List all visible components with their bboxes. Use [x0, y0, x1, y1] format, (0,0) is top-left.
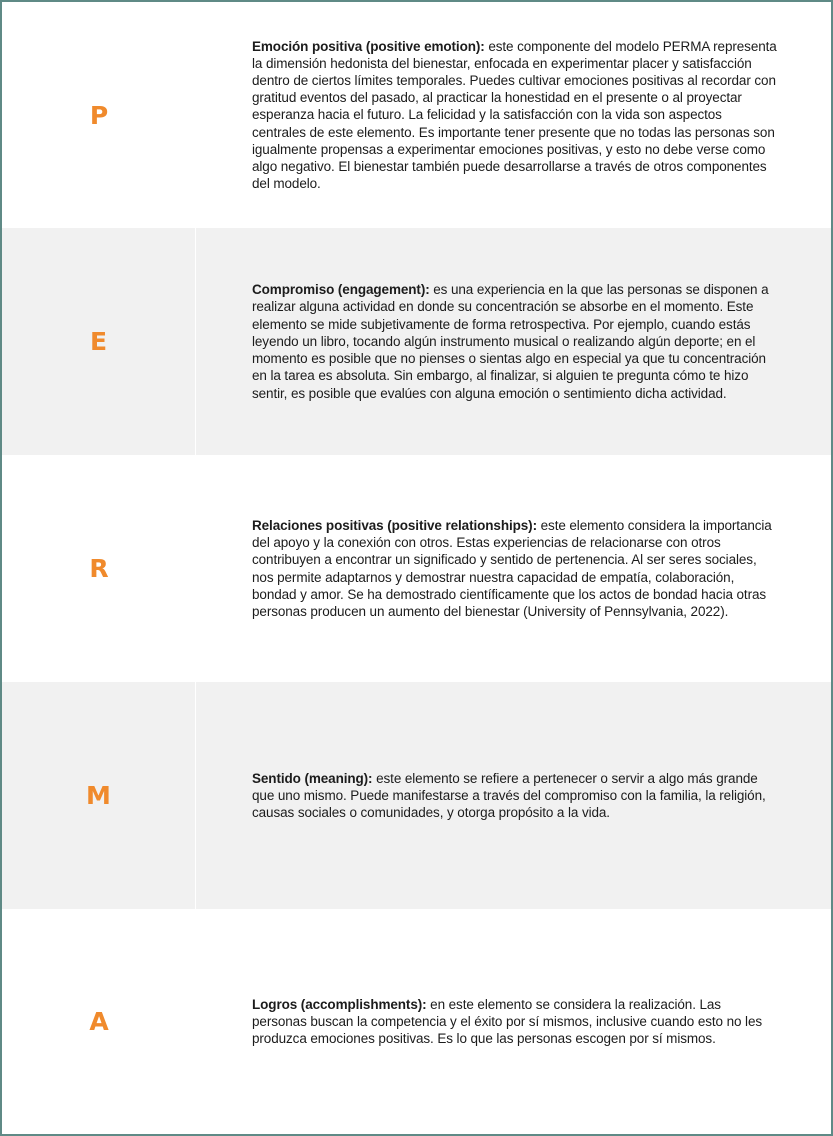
- perma-row-r: [2, 455, 831, 682]
- letter-cell: [2, 909, 196, 1134]
- perma-text: en este elemento se considera la realización. Las personas buscan la competencia y el éxito por sí mismos, inclusive cuando esto no les produzca emociones positivas. Es lo que las personas escogen por sí mismos.: [252, 996, 763, 1047]
- perma-text: este componente del modelo PERMA representa la dimensión hedonista del bienestar, enfocada en experimentar placer y satisfacción dentro de ciertos límites temporales. Puedes cultivar emociones positivas al recordar con gratitud eventos del pasado, al practicar la honestidad en el presente o al proyectar esperanza hacia el futuro. La felicidad y la satisfacción con la vida son aspectos centrales de este elemento. Es importante tener presente que no todas las personas son igualmente propensas a experimentar emociones positivas, y esto no debe verse como algo negativo. El bienestar también puede desarrollarse a través de otros componentes del modelo.: [252, 38, 777, 192]
- perma-letter: A: [89, 1007, 109, 1036]
- perma-term: Relaciones positivas (positive relationships):: [252, 517, 537, 533]
- description-cell: [196, 682, 831, 909]
- description-cell: [196, 455, 831, 682]
- perma-row-p: [2, 2, 831, 228]
- perma-letter: M: [86, 781, 111, 810]
- perma-text: este elemento se refiere a pertenecer o servir a algo más grande que uno mismo. Puede manifestarse a través del compromiso con la familia, la religión, causas sociales o comunidades, y otorga propósito a la vida.: [252, 770, 766, 821]
- perma-letter: E: [89, 327, 108, 356]
- description-cell: [196, 909, 831, 1134]
- perma-description: [252, 38, 779, 193]
- perma-description: [252, 281, 779, 401]
- perma-term: Logros (accomplishments):: [252, 996, 427, 1012]
- description-cell: [196, 2, 831, 228]
- letter-cell: [2, 228, 196, 455]
- description-cell: [196, 228, 831, 455]
- perma-description: [252, 770, 779, 822]
- perma-letter: R: [89, 554, 109, 583]
- perma-row-m: [2, 682, 831, 909]
- perma-description: [252, 517, 779, 620]
- perma-row-e: [2, 228, 831, 455]
- perma-text: este elemento considera la importancia del apoyo y la conexión con otros. Estas experiencias de relacionarse con otros contribuyen a encontrar un significado y sentido de pertenencia. Al ser seres sociales, nos permite adaptarnos y demostrar nuestra capacidad de empatía, colaboración, bondad y amor. Se ha demostrado científicamente que los actos de bondad hacia otras personas producen un aumento del bienestar (University of Pennsylvania, 2022).: [252, 517, 772, 619]
- perma-letter: P: [89, 100, 109, 130]
- perma-term: Compromiso (engagement):: [252, 282, 430, 298]
- perma-description: [252, 996, 779, 1048]
- letter-cell: [2, 2, 196, 228]
- perma-term: Sentido (meaning):: [252, 770, 373, 786]
- perma-term: Emoción positiva (positive emotion):: [252, 38, 485, 54]
- letter-cell: [2, 455, 196, 682]
- perma-text: es una experiencia en la que las personas se disponen a realizar alguna actividad en donde su concentración se absorbe en el momento. Este elemento se mide subjetivamente de forma retrospectiva. Por ejemplo, cuando estás leyendo un libro, tocando algún instrumento musical o realizando algún deporte; en el momento es posible que no pienses o sientas algo en especial ya que tu concentración en la tarea es absoluta. Sin embargo, al finalizar, si alguien te pregunta cómo te hizo sentir, es posible que evalúes con alguna emoción o sentimiento dicha actividad.: [252, 282, 769, 401]
- letter-cell: [2, 682, 196, 909]
- perma-row-a: [2, 909, 831, 1134]
